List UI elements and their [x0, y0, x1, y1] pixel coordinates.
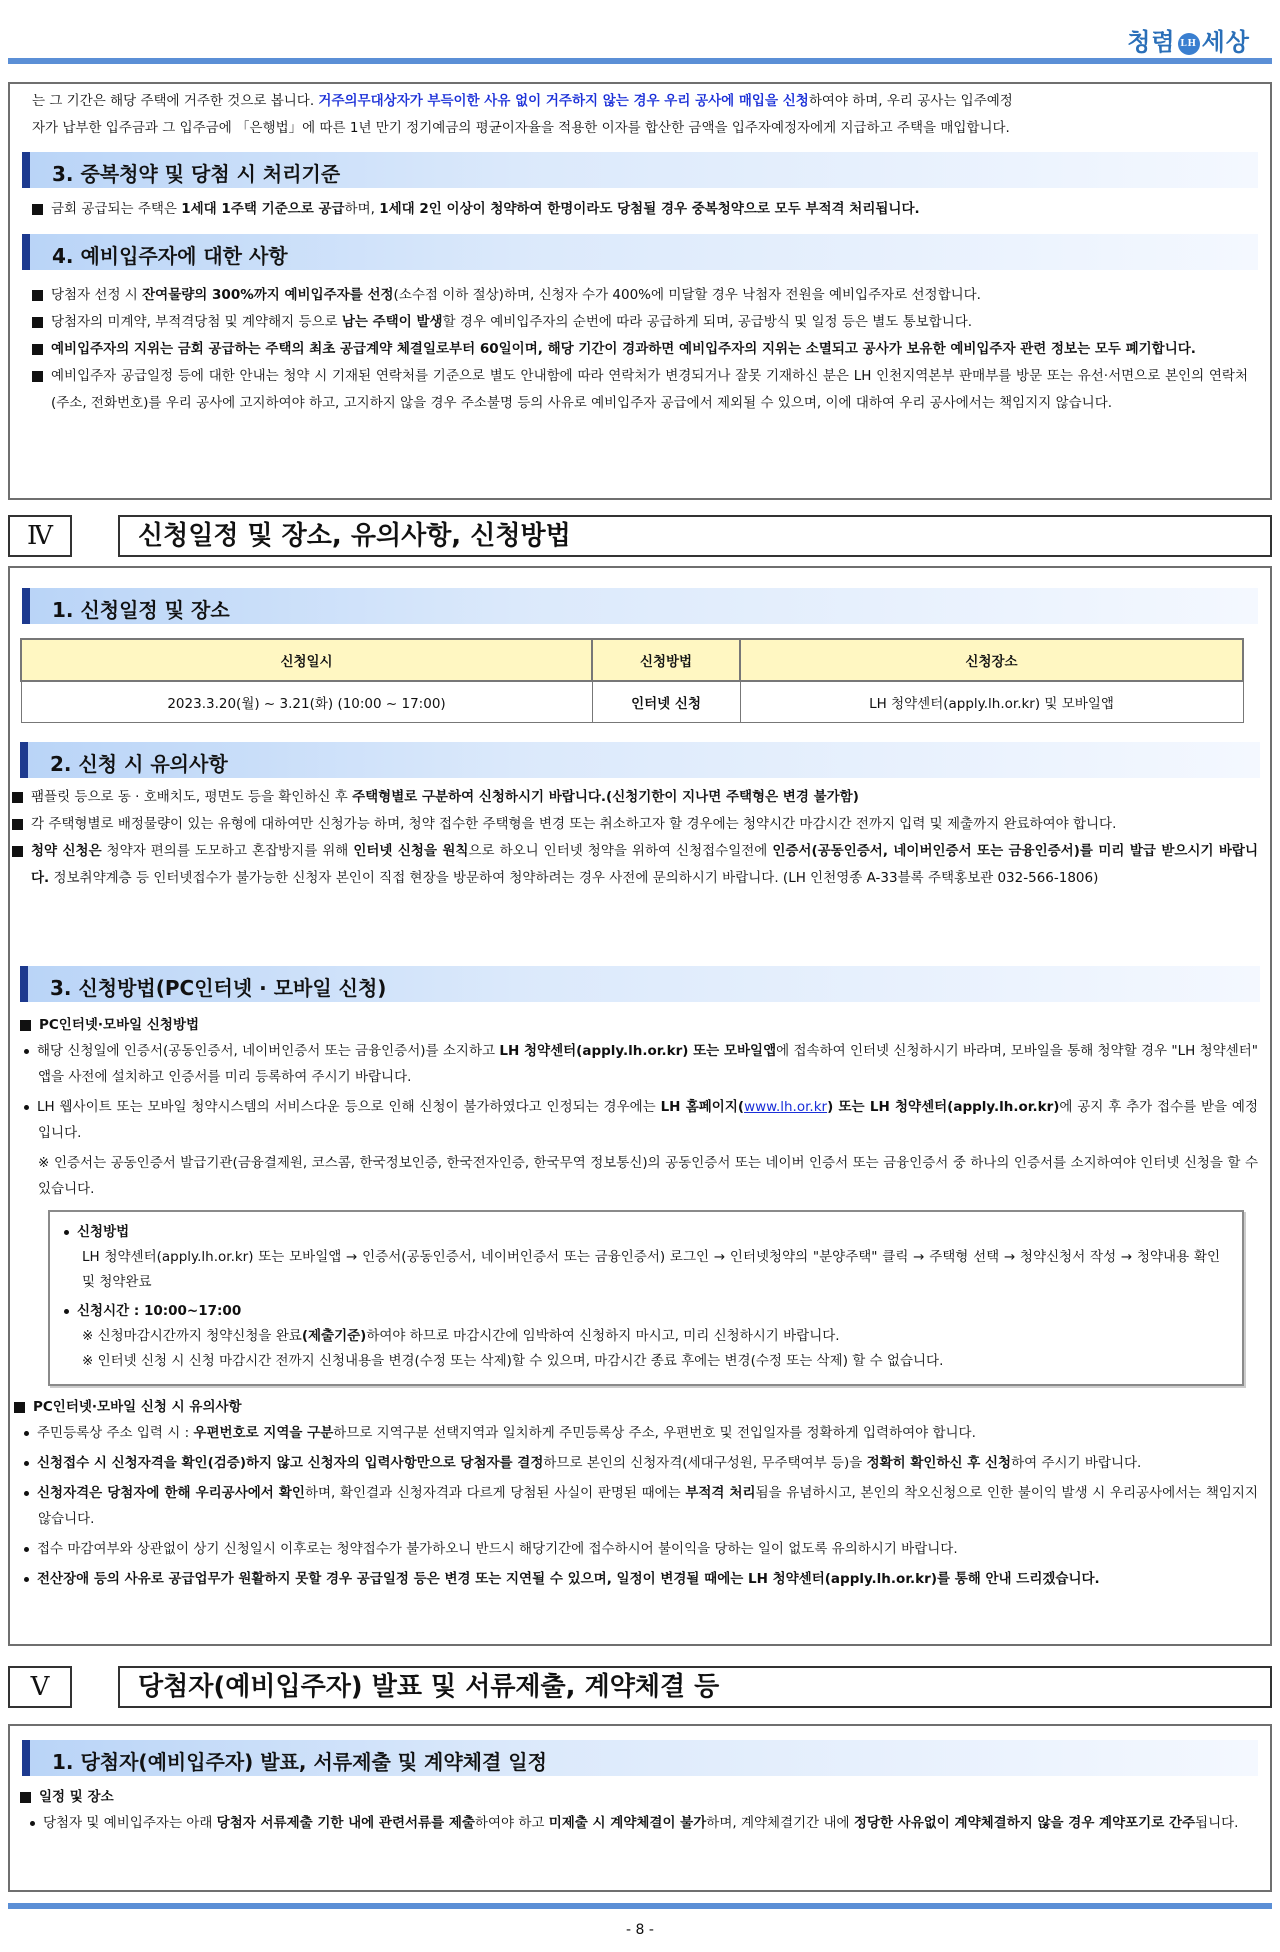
section-box-1	[8, 82, 1272, 500]
section-heading-method: 3. 신청방법(PC인터넷 · 모바일 신청)	[20, 966, 1260, 1002]
table-cell: 2023.3.20(월) ~ 3.21(화) (10:00 ~ 17:00)	[21, 681, 592, 723]
online-caution-paragraphs: PC인터넷·모바일 신청 시 유의사항 주민등록상 주소 입력 시 : 우편번호로 지역을 구분하므로 지역구분 선택지역과 일치하게 주민등록상 주소, 우편번호 및 전입일자를 정확하게 입력하여야 합니다. 신청접수 시 신청자격을 확인(검증)하지 않고 신청자의 입력사항만으로 당첨자를 결정하므로 본인의 신청자격(세대구성원, 무주택여부 등)을 정확히 확인하신 후 신청하여 주시기 바랍니다. 신청자격은 당첨자에 한해 우리공사에서 확인하며, 확인결과 신청자격과 다르게 당첨된 사실이 판명된 때에는 부적격 처리됨을 유념하시고, 본인의 착오신청으로 인한 불이익 발생 시 우리공사에서는 책임지지 않습니다. 접수 마감여부와 상관없이 상기 신청일시 이후로는 청약접수가 불가하오니 반드시 해당기간에 접수하시어 불이익을 당하는 일이 없도록 유의하시기 바랍니다. 전산장애 등의 사유로 공급업무가 원활하지 못할 경우 공급일정 등은 변경 또는 지연될 수 있으며, 일정이 변경될 때에는 LH 청약센터(apply.lh.or.kr)를 통해 안내 드리겠습니다.	[14, 1394, 1258, 1592]
table-row	[21, 681, 1243, 723]
chapter-title: 당첨자(예비입주자) 발표 및 서류제출, 계약체결 등	[118, 1666, 1272, 1708]
method-paragraphs: PC인터넷·모바일 신청방법 해당 신청일에 인증서(공동인증서, 네이버인증서 또는 금융인증서)를 소지하고 LH 청약센터(apply.lh.or.kr) 또는 모바일앱에 접속하여 인터넷 신청하시기 바라며, 모바일을 통해 청약할 경우 "LH 청약센터" 앱을 사전에 설치하고 인증서를 미리 등록하여 주시기 바랍니다. LH 웹사이트 또는 모바일 청약시스템의 서비스다운 등으로 인해 신청이 불가하였다고 인정되는 경우에는 LH 홈페이지(www.lh.or.kr) 또는 LH 청약센터(apply.lh.or.kr)에 공지 후 추가 접수를 받을 예정입니다. ※ 인증서는 공동인증서 발급기관(금융결제원, 코스콤, 한국정보인증, 한국전자인증, 한국무역 정보통신)의 공동인증서 또는 네이버 인증서 또는 금융인증서 중 하나의 인증서를 소지하여야 인터넷 신청을 할 수 있습니다.	[20, 1012, 1258, 1202]
section-heading-cautions: 2. 신청 시 유의사항	[20, 742, 1260, 778]
chapter-title: 신청일정 및 장소, 유의사항, 신청방법	[118, 515, 1272, 557]
section-heading-duplicate: 3. 중복청약 및 당첨 시 처리기준	[22, 152, 1258, 188]
logo-emblem-icon: LH	[1178, 33, 1200, 55]
table-cell: LH 청약센터(apply.lh.or.kr) 및 모바일앱	[740, 681, 1243, 723]
section-heading-announcement: 1. 당첨자(예비입주자) 발표, 서류제출 및 계약체결 일정	[22, 1740, 1258, 1776]
table-header: 신청일시	[21, 639, 592, 681]
caution-paragraphs: 팸플릿 등으로 동 · 호배치도, 평면도 등을 확인하신 후 주택형별로 구분하여 신청하시기 바랍니다.(신청기한이 지나면 주택형은 변경 불가함) 각 주택형별로 배정물량이 있는 유형에 대하여만 신청가능 하며, 청약 접수한 주택형을 변경 또는 취소하고자 할 경우에는 청약시간 마감시간 전까지 입력 및 제출까지 완료하여야 합니다. 청약 신청은 청약자 편의를 도모하고 혼잡방지를 위해 인터넷 신청을 원칙으로 하오니 인터넷 청약을 위하여 신청접수일전에 인증서(공동인증서, 네이버인증서 또는 금융인증서)를 미리 발급 받으시기 바랍니다. 정보취약계층 등 인터넷접수가 불가능한 신청자 본인이 직접 현장을 방문하여 청약하려는 경우 사전에 문의하시기 바랍니다. (LH 인천영종 A-33블록 주택홍보관 032-566-1806)	[12, 784, 1258, 892]
intro-paragraph: 는 그 기간은 해당 주택에 거주한 것으로 봅니다. 거주의무대상자가 부득이한 사유 없이 거주하지 않는 경우 우리 공사에 매입을 신청하여야 하며, 우리 공사는 입주예정 자가 납부한 입주금과 그 입주금에 「은행법」에 따른 1년 만기 정기예금의 평균이자율을 적용한 이자를 합산한 금액을 입주자예정자에게 지급하고 주택을 매입합니다.	[32, 93, 1013, 136]
schedule-table	[20, 638, 1244, 723]
section-heading-reserve: 4. 예비입주자에 대한 사항	[22, 234, 1258, 270]
chapter-number: Ⅴ	[8, 1666, 72, 1708]
table-header: 신청장소	[740, 639, 1243, 681]
top-divider	[8, 58, 1272, 64]
method-detail-box: 신청방법 LH 청약센터(apply.lh.or.kr) 또는 모바일앱 → 인증서(공동인증서, 네이버인증서 또는 금융인증서) 로그인 → 인터넷청약의 "분양주택" 클릭 → 주택형 선택 → 청약신청서 작성 → 청약내용 확인 및 청약완료 신청시간 : 10:00~17:00 ※ 신청마감시간까지 청약신청을 완료(제출기준)하여야 하므로 마감시간에 임박하여 신청하지 마시고, 미리 신청하시기 바랍니다. ※ 인터넷 신청 시 신청 마감시간 전까지 신청내용을 변경(수정 또는 삭제)할 수 있으며, 마감시간 종료 후에는 변경(수정 또는 삭제) 할 수 없습니다.	[48, 1210, 1244, 1386]
chapter-number: Ⅳ	[8, 515, 72, 557]
brand-logo: 청렴 LH 세상	[1127, 27, 1250, 56]
table-cell: 인터넷 신청	[592, 681, 740, 723]
table-header: 신청방법	[592, 639, 740, 681]
page-number: - 8 -	[626, 1922, 654, 1938]
bottom-divider	[8, 1903, 1272, 1909]
section-heading-schedule: 1. 신청일정 및 장소	[22, 588, 1258, 624]
section-box-3	[8, 1724, 1272, 1892]
reserve-paragraphs: 당첨자 선정 시 잔여물량의 300%까지 예비입주자를 선정(소수점 이하 절상)하며, 신청자 수가 400%에 미달할 경우 낙첨자 전원을 예비입주자로 선정합니다. 당첨자의 미계약, 부적격당첨 및 계약해지 등으로 남는 주택이 발생할 경우 예비입주자의 순번에 따라 공급하게 되며, 공급방식 및 일정 등은 별도 통보합니다. 예비입주자의 지위는 금회 공급하는 주택의 최초 공급계약 체결일로부터 60일이며, 해당 기간이 경과하면 예비입주자의 지위는 소멸되고 공사가 보유한 예비입주자 관련 정보는 모두 폐기합니다. 예비입주자 공급일정 등에 대한 안내는 청약 시 기재된 연락처를 기준으로 별도 안내함에 따라 연락처가 변경되거나 잘못 기재하신 분은 LH 인천지역본부 판매부를 방문 또는 유선·서면으로 본인의 연락처(주소, 전화번호)를 우리 공사에 고지하여야 하고, 고지하지 않을 경우 주소불명 등의 사유로 예비입주자 공급에서 제외될 수 있으며, 이에 대하여 우리 공사에서는 책임지지 않습니다.	[32, 282, 1248, 417]
lh-homepage-link[interactable]: www.lh.or.kr	[744, 1099, 828, 1115]
announcement-paragraphs: 일정 및 장소 당첨자 및 예비입주자는 아래 당첨자 서류제출 기한 내에 관련서류를 제출하여야 하고 미제출 시 계약체결이 불가하며, 계약체결기간 내에 정당한 사유없이 계약체결하지 않을 경우 계약포기로 간주됩니다.	[20, 1784, 1256, 1836]
duplicate-paragraph: 금회 공급되는 주택은 1세대 1주택 기준으로 공급하며, 1세대 2인 이상이 청약하여 한명이라도 당첨될 경우 중복청약으로 모두 부적격 처리됩니다.	[32, 196, 1248, 223]
